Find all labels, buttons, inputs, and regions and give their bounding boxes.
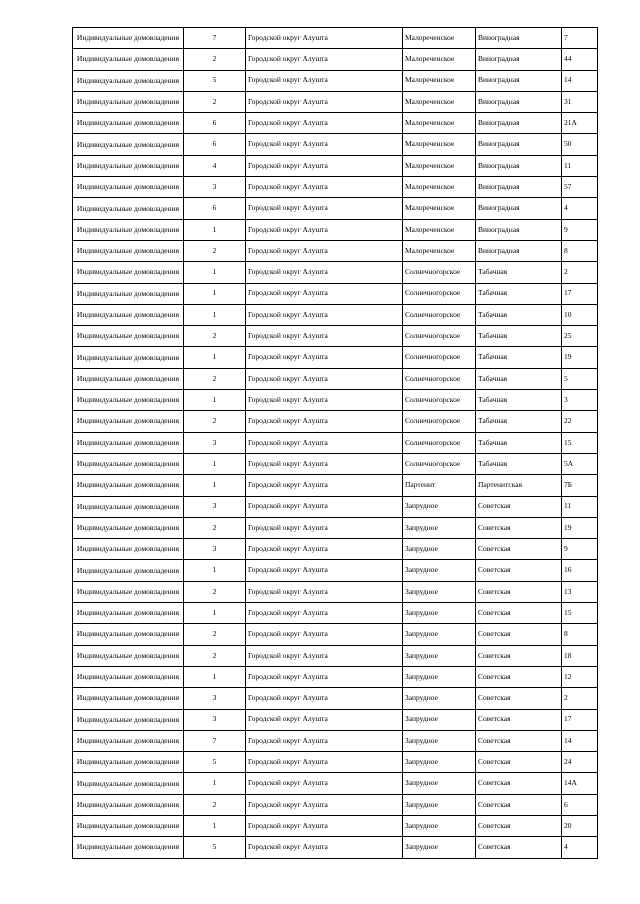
count-cell: 2 (184, 794, 246, 815)
street-cell: Советская (476, 517, 562, 538)
count-cell: 1 (184, 815, 246, 836)
settlement-cell: Запрудное (403, 709, 476, 730)
settlement-cell: Запрудное (403, 730, 476, 751)
street-cell: Советская (476, 688, 562, 709)
house-number-cell: 2 (562, 262, 598, 283)
table-row (73, 326, 598, 347)
settlement-cell: Запрудное (403, 794, 476, 815)
settlement-cell: Запрудное (403, 517, 476, 538)
street-cell: Табачная (476, 432, 562, 453)
street-cell: Виноградная (476, 70, 562, 91)
table-row (73, 91, 598, 112)
type-cell: Индивидуальные домовладения (73, 794, 184, 815)
table-row (73, 560, 598, 581)
type-cell: Индивидуальные домовладения (73, 603, 184, 624)
table-row (73, 837, 598, 858)
street-cell: Советская (476, 730, 562, 751)
street-cell: Виноградная (476, 198, 562, 219)
count-cell: 1 (184, 262, 246, 283)
house-number-cell: 31 (562, 91, 598, 112)
settlement-cell: Запрудное (403, 581, 476, 602)
count-cell: 3 (184, 432, 246, 453)
house-number-cell: 10 (562, 304, 598, 325)
house-number-cell: 11 (562, 155, 598, 176)
settlement-cell: Малореченское (403, 155, 476, 176)
street-cell: Советская (476, 624, 562, 645)
count-cell: 2 (184, 49, 246, 70)
type-cell: Индивидуальные домовладения (73, 390, 184, 411)
count-cell: 7 (184, 28, 246, 49)
type-cell: Индивидуальные домовладения (73, 709, 184, 730)
district-cell: Городской округ Алушта (246, 752, 403, 773)
house-number-cell: 8 (562, 624, 598, 645)
street-cell: Табачная (476, 453, 562, 474)
district-cell: Городской округ Алушта (246, 539, 403, 560)
district-cell: Городской округ Алушта (246, 517, 403, 538)
house-number-cell: 44 (562, 49, 598, 70)
house-number-cell: 50 (562, 134, 598, 155)
district-cell: Городской округ Алушта (246, 219, 403, 240)
house-number-cell: 15 (562, 603, 598, 624)
house-number-cell: 17 (562, 283, 598, 304)
settlement-cell: Малореченское (403, 113, 476, 134)
street-cell: Табачная (476, 390, 562, 411)
street-cell: Советская (476, 815, 562, 836)
settlement-cell: Малореченское (403, 49, 476, 70)
district-cell: Городской округ Алушта (246, 28, 403, 49)
type-cell: Индивидуальные домовладения (73, 730, 184, 751)
count-cell: 1 (184, 666, 246, 687)
district-cell: Городской округ Алушта (246, 240, 403, 261)
count-cell: 2 (184, 326, 246, 347)
street-cell: Советская (476, 581, 562, 602)
table-row (73, 666, 598, 687)
table-row (73, 283, 598, 304)
type-cell: Индивидуальные домовладения (73, 837, 184, 858)
count-cell: 4 (184, 155, 246, 176)
type-cell: Индивидуальные домовладения (73, 49, 184, 70)
house-number-cell: 14 (562, 70, 598, 91)
street-cell: Табачная (476, 411, 562, 432)
type-cell: Индивидуальные домовладения (73, 304, 184, 325)
district-cell: Городской округ Алушта (246, 390, 403, 411)
settlement-cell: Малореченское (403, 91, 476, 112)
settlement-cell: Солнечногорское (403, 390, 476, 411)
table-row (73, 603, 598, 624)
street-cell: Виноградная (476, 49, 562, 70)
settlement-cell: Малореченское (403, 198, 476, 219)
street-cell: Советская (476, 752, 562, 773)
district-cell: Городской округ Алушта (246, 773, 403, 794)
table-row (73, 198, 598, 219)
street-cell: Партенитская (476, 475, 562, 496)
table-row (73, 475, 598, 496)
house-number-cell: 5А (562, 453, 598, 474)
type-cell: Индивидуальные домовладения (73, 432, 184, 453)
settlement-cell: Запрудное (403, 624, 476, 645)
type-cell: Индивидуальные домовладения (73, 496, 184, 517)
house-number-cell: 2 (562, 688, 598, 709)
settlement-cell: Солнечногорское (403, 368, 476, 389)
type-cell: Индивидуальные домовладения (73, 560, 184, 581)
street-cell: Советская (476, 666, 562, 687)
table-row (73, 794, 598, 815)
settlement-cell: Партенит (403, 475, 476, 496)
settlement-cell: Солнечногорское (403, 283, 476, 304)
house-number-cell: 11 (562, 496, 598, 517)
table-row (73, 815, 598, 836)
house-number-cell: 3 (562, 390, 598, 411)
type-cell: Индивидуальные домовладения (73, 645, 184, 666)
house-number-cell: 5 (562, 368, 598, 389)
count-cell: 2 (184, 581, 246, 602)
type-cell: Индивидуальные домовладения (73, 283, 184, 304)
district-cell: Городской округ Алушта (246, 666, 403, 687)
type-cell: Индивидуальные домовладения (73, 624, 184, 645)
house-number-cell: 25 (562, 326, 598, 347)
count-cell: 3 (184, 539, 246, 560)
street-cell: Виноградная (476, 134, 562, 155)
district-cell: Городской округ Алушта (246, 368, 403, 389)
settlement-cell: Запрудное (403, 539, 476, 560)
count-cell: 1 (184, 304, 246, 325)
settlement-cell: Запрудное (403, 837, 476, 858)
house-number-cell: 57 (562, 177, 598, 198)
table-row (73, 517, 598, 538)
count-cell: 1 (184, 773, 246, 794)
settlement-cell: Солнечногорское (403, 304, 476, 325)
district-cell: Городской округ Алушта (246, 411, 403, 432)
house-number-cell: 19 (562, 517, 598, 538)
settlement-cell: Солнечногорское (403, 347, 476, 368)
street-cell: Советская (476, 837, 562, 858)
settlement-cell: Запрудное (403, 752, 476, 773)
house-number-cell: 7Б (562, 475, 598, 496)
table-row (73, 390, 598, 411)
count-cell: 3 (184, 496, 246, 517)
count-cell: 1 (184, 603, 246, 624)
settlement-cell: Запрудное (403, 666, 476, 687)
district-cell: Городской округ Алушта (246, 70, 403, 91)
type-cell: Индивидуальные домовладения (73, 475, 184, 496)
table-row (73, 219, 598, 240)
count-cell: 3 (184, 709, 246, 730)
settlement-cell: Малореченское (403, 134, 476, 155)
district-cell: Городской округ Алушта (246, 496, 403, 517)
district-cell: Городской округ Алушта (246, 198, 403, 219)
table-row (73, 688, 598, 709)
street-cell: Табачная (476, 262, 562, 283)
settlement-cell: Солнечногорское (403, 453, 476, 474)
count-cell: 2 (184, 645, 246, 666)
type-cell: Индивидуальные домовладения (73, 326, 184, 347)
count-cell: 5 (184, 752, 246, 773)
count-cell: 2 (184, 411, 246, 432)
type-cell: Индивидуальные домовладения (73, 113, 184, 134)
count-cell: 2 (184, 240, 246, 261)
district-cell: Городской округ Алушта (246, 794, 403, 815)
settlement-cell: Малореченское (403, 177, 476, 198)
count-cell: 6 (184, 198, 246, 219)
type-cell: Индивидуальные домовладения (73, 91, 184, 112)
table-row (73, 368, 598, 389)
house-number-cell: 6 (562, 794, 598, 815)
housing-table (72, 27, 598, 859)
count-cell: 5 (184, 70, 246, 91)
district-cell: Городской округ Алушта (246, 603, 403, 624)
settlement-cell: Солнечногорское (403, 411, 476, 432)
district-cell: Городской округ Алушта (246, 432, 403, 453)
type-cell: Индивидуальные домовладения (73, 773, 184, 794)
count-cell: 1 (184, 390, 246, 411)
type-cell: Индивидуальные домовладения (73, 240, 184, 261)
count-cell: 7 (184, 730, 246, 751)
count-cell: 3 (184, 177, 246, 198)
table-row (73, 134, 598, 155)
table-body (73, 28, 598, 859)
district-cell: Городской округ Алушта (246, 730, 403, 751)
house-number-cell: 7 (562, 28, 598, 49)
house-number-cell: 14А (562, 773, 598, 794)
house-number-cell: 16 (562, 560, 598, 581)
settlement-cell: Малореченское (403, 28, 476, 49)
table-row (73, 113, 598, 134)
count-cell: 2 (184, 517, 246, 538)
settlement-cell: Малореченское (403, 219, 476, 240)
settlement-cell: Запрудное (403, 773, 476, 794)
house-number-cell: 14 (562, 730, 598, 751)
count-cell: 3 (184, 688, 246, 709)
street-cell: Табачная (476, 347, 562, 368)
count-cell: 1 (184, 453, 246, 474)
count-cell: 1 (184, 475, 246, 496)
street-cell: Виноградная (476, 113, 562, 134)
street-cell: Советская (476, 539, 562, 560)
street-cell: Советская (476, 794, 562, 815)
house-number-cell: 4 (562, 837, 598, 858)
count-cell: 1 (184, 219, 246, 240)
district-cell: Городской округ Алушта (246, 837, 403, 858)
type-cell: Индивидуальные домовладения (73, 177, 184, 198)
house-number-cell: 19 (562, 347, 598, 368)
count-cell: 6 (184, 113, 246, 134)
settlement-cell: Запрудное (403, 688, 476, 709)
street-cell: Советская (476, 560, 562, 581)
street-cell: Виноградная (476, 219, 562, 240)
type-cell: Индивидуальные домовладения (73, 219, 184, 240)
table-row (73, 28, 598, 49)
table-row (73, 304, 598, 325)
type-cell: Индивидуальные домовладения (73, 70, 184, 91)
district-cell: Городской округ Алушта (246, 134, 403, 155)
settlement-cell: Солнечногорское (403, 432, 476, 453)
table-row (73, 347, 598, 368)
street-cell: Табачная (476, 304, 562, 325)
type-cell: Индивидуальные домовладения (73, 453, 184, 474)
count-cell: 1 (184, 347, 246, 368)
table-row (73, 496, 598, 517)
table-row (73, 411, 598, 432)
table-row (73, 730, 598, 751)
street-cell: Табачная (476, 368, 562, 389)
settlement-cell: Запрудное (403, 645, 476, 666)
house-number-cell: 21А (562, 113, 598, 134)
district-cell: Городской округ Алушта (246, 645, 403, 666)
table-row (73, 645, 598, 666)
district-cell: Городской округ Алушта (246, 91, 403, 112)
type-cell: Индивидуальные домовладения (73, 517, 184, 538)
district-cell: Городской округ Алушта (246, 709, 403, 730)
type-cell: Индивидуальные домовладения (73, 666, 184, 687)
house-number-cell: 13 (562, 581, 598, 602)
settlement-cell: Солнечногорское (403, 262, 476, 283)
street-cell: Виноградная (476, 155, 562, 176)
type-cell: Индивидуальные домовладения (73, 752, 184, 773)
settlement-cell: Малореченское (403, 240, 476, 261)
type-cell: Индивидуальные домовладения (73, 688, 184, 709)
type-cell: Индивидуальные домовладения (73, 134, 184, 155)
count-cell: 2 (184, 368, 246, 389)
street-cell: Виноградная (476, 91, 562, 112)
type-cell: Индивидуальные домовладения (73, 262, 184, 283)
settlement-cell: Запрудное (403, 560, 476, 581)
district-cell: Городской округ Алушта (246, 326, 403, 347)
district-cell: Городской округ Алушта (246, 283, 403, 304)
street-cell: Советская (476, 645, 562, 666)
district-cell: Городской округ Алушта (246, 262, 403, 283)
table-row (73, 581, 598, 602)
house-number-cell: 9 (562, 219, 598, 240)
street-cell: Виноградная (476, 240, 562, 261)
settlement-cell: Запрудное (403, 496, 476, 517)
type-cell: Индивидуальные домовладения (73, 155, 184, 176)
house-number-cell: 9 (562, 539, 598, 560)
settlement-cell: Малореченское (403, 70, 476, 91)
table-row (73, 624, 598, 645)
count-cell: 5 (184, 837, 246, 858)
table-row (73, 709, 598, 730)
table-row (73, 453, 598, 474)
count-cell: 2 (184, 624, 246, 645)
table-row (73, 262, 598, 283)
district-cell: Городской округ Алушта (246, 581, 403, 602)
table-row (73, 155, 598, 176)
settlement-cell: Запрудное (403, 603, 476, 624)
street-cell: Виноградная (476, 177, 562, 198)
district-cell: Городской округ Алушта (246, 49, 403, 70)
street-cell: Табачная (476, 326, 562, 347)
house-number-cell: 18 (562, 645, 598, 666)
house-number-cell: 22 (562, 411, 598, 432)
street-cell: Советская (476, 496, 562, 517)
house-number-cell: 17 (562, 709, 598, 730)
street-cell: Табачная (476, 283, 562, 304)
street-cell: Виноградная (476, 28, 562, 49)
table-row (73, 539, 598, 560)
district-cell: Городской округ Алушта (246, 304, 403, 325)
district-cell: Городской округ Алушта (246, 453, 403, 474)
table-row (73, 773, 598, 794)
count-cell: 1 (184, 283, 246, 304)
type-cell: Индивидуальные домовладения (73, 815, 184, 836)
type-cell: Индивидуальные домовладения (73, 411, 184, 432)
district-cell: Городской округ Алушта (246, 113, 403, 134)
type-cell: Индивидуальные домовладения (73, 347, 184, 368)
type-cell: Индивидуальные домовладения (73, 368, 184, 389)
street-cell: Советская (476, 603, 562, 624)
district-cell: Городской округ Алушта (246, 815, 403, 836)
type-cell: Индивидуальные домовладения (73, 539, 184, 560)
house-number-cell: 8 (562, 240, 598, 261)
house-number-cell: 4 (562, 198, 598, 219)
table-row (73, 240, 598, 261)
count-cell: 6 (184, 134, 246, 155)
house-number-cell: 24 (562, 752, 598, 773)
house-number-cell: 15 (562, 432, 598, 453)
house-number-cell: 12 (562, 666, 598, 687)
table-row (73, 49, 598, 70)
house-number-cell: 20 (562, 815, 598, 836)
district-cell: Городской округ Алушта (246, 177, 403, 198)
district-cell: Городской округ Алушта (246, 560, 403, 581)
table-row (73, 432, 598, 453)
settlement-cell: Солнечногорское (403, 326, 476, 347)
district-cell: Городской округ Алушта (246, 347, 403, 368)
district-cell: Городской округ Алушта (246, 688, 403, 709)
type-cell: Индивидуальные домовладения (73, 198, 184, 219)
table-row (73, 752, 598, 773)
district-cell: Городской округ Алушта (246, 155, 403, 176)
type-cell: Индивидуальные домовладения (73, 581, 184, 602)
count-cell: 2 (184, 91, 246, 112)
type-cell: Индивидуальные домовладения (73, 28, 184, 49)
district-cell: Городской округ Алушта (246, 475, 403, 496)
district-cell: Городской округ Алушта (246, 624, 403, 645)
street-cell: Советская (476, 709, 562, 730)
table-row (73, 70, 598, 91)
street-cell: Советская (476, 773, 562, 794)
settlement-cell: Запрудное (403, 815, 476, 836)
table-row (73, 177, 598, 198)
count-cell: 1 (184, 560, 246, 581)
